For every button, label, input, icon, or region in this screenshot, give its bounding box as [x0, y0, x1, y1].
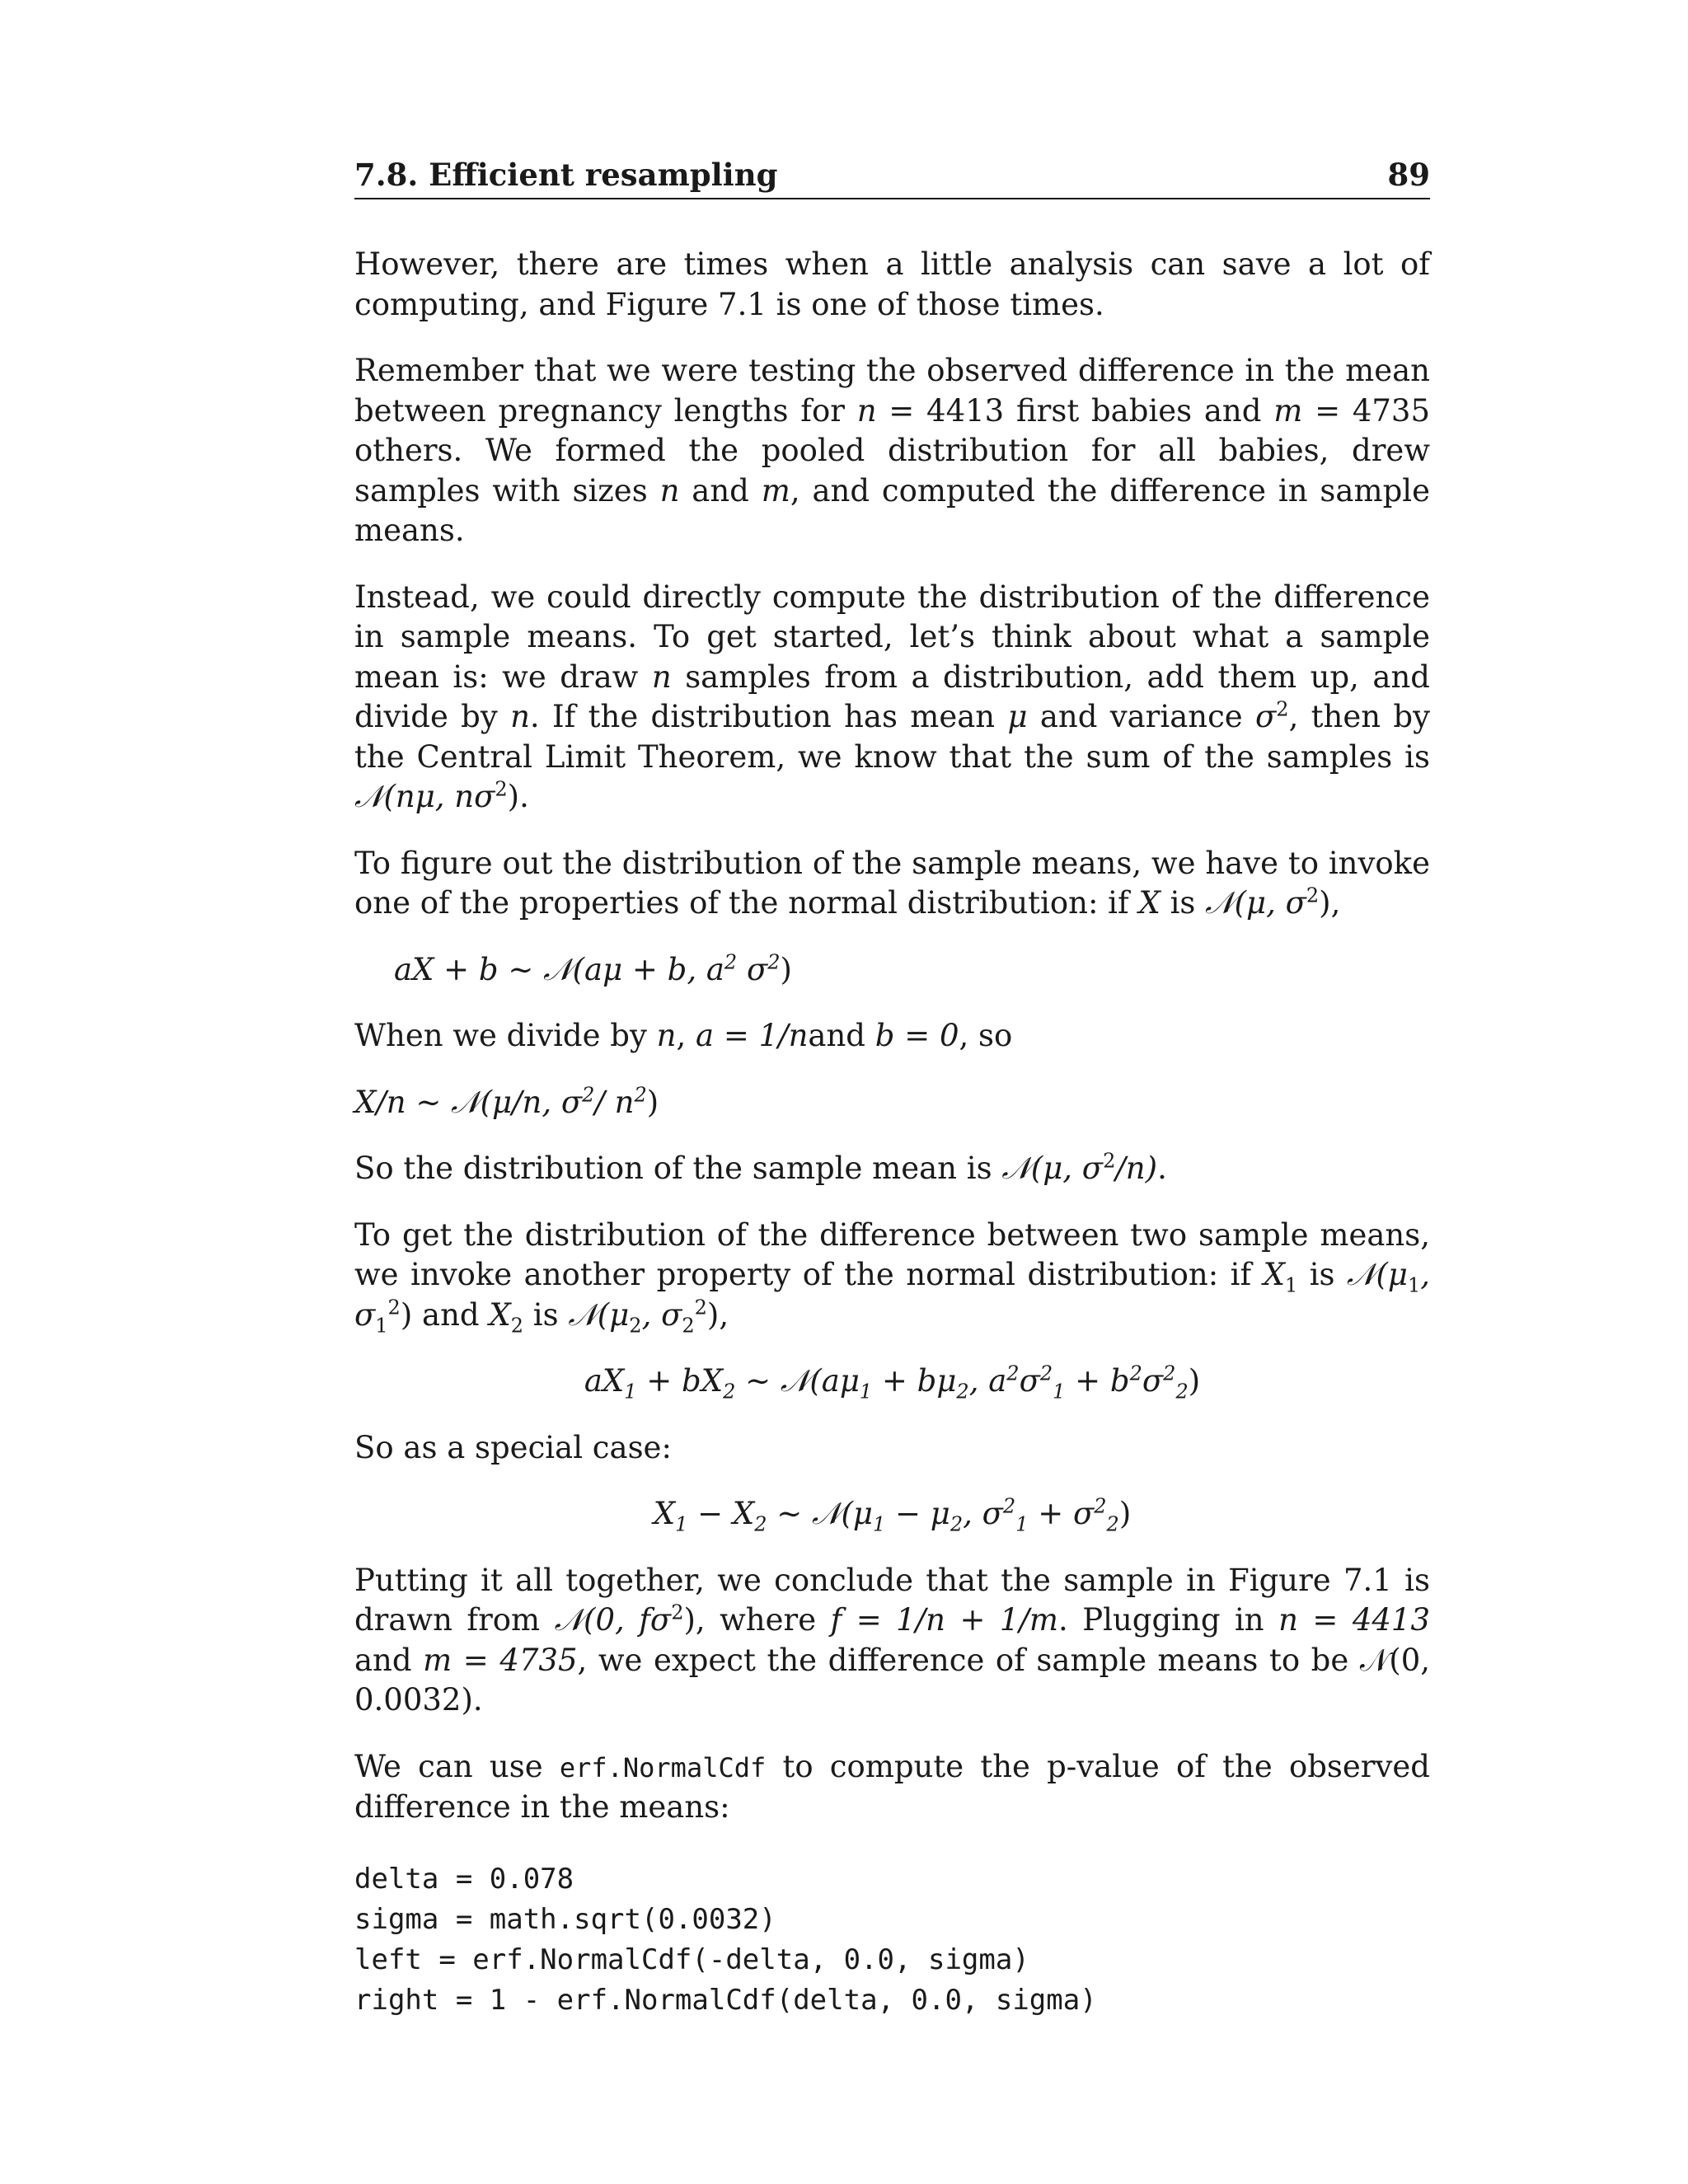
- paragraph-5: When we divide by n, a = 1/nand b = 0, so: [354, 1018, 1013, 1053]
- code-line: left = erf.NormalCdf(-delta, 0.0, sigma): [354, 1943, 1029, 1976]
- equation-divide-by-n: X/n ∼ 𝒩(μ/n, $\sigma^2/$ $n^2$): [354, 1083, 659, 1120]
- paragraph-2: Remember that we were testing the observed difference in the mean between pregnancy lengths for n = 4413 first babies and m = 4735 others. We formed the pooled distribution for all babies, drew samples with sizes n and m, and computed the difference in sample means.: [354, 353, 1430, 548]
- code-line: right = 1 - erf.NormalCdf(delta, 0.0, sigma): [354, 1983, 1097, 2017]
- section-title: 7.8. Efficient resampling: [354, 157, 778, 193]
- equation-difference: $X_1 - X_2$ ∼ $𝒩(\mu_1 - \mu_2$, $\sigma^2_1 + \sigma^2_2$): [653, 1494, 1132, 1536]
- paragraph-7: To get the distribution of the difference between two sample means, we invoke another property of the normal distribution: if $X_1$ is $𝒩(\mu_1$, $\sigma_1^2$) and $X_2$ is $𝒩(\mu_2$, $\sigma_2^2$),: [354, 1216, 1430, 1337]
- page-number: 89: [1387, 157, 1430, 193]
- inline-code-normalcdf: erf.NormalCdf: [559, 1751, 767, 1783]
- paragraph-4: To figure out the distribution of the sample means, we have to invoke one of the properties of the normal distribution: if X is 𝒩(μ, $\sigma^2$),: [354, 845, 1430, 921]
- code-line: sigma = math.sqrt(0.0032): [354, 1902, 776, 1936]
- running-head: [354, 157, 1430, 199]
- paragraph-3: Instead, we could directly compute the distribution of the difference in sample means. To get started, let’s think about what a sample mean is: we draw n samples from a distribution, add them up, and divide by n. If the distribution has mean μ and variance $\sigma^2$, then by the Central Limit Theorem, we know that the sum of the samples is 𝒩(nμ, $n\sigma^2$).: [354, 579, 1430, 814]
- page: [354, 157, 1430, 2021]
- paragraph-9: Putting it all together, we conclude that the sample in Figure 7.1 is drawn from 𝒩(0, $f\sigma^2$), where f = 1/n + 1/m. Plugging in n = 4413 and m = 4735, we expect the difference of sample means to be 𝒩(0, 0.0032).: [354, 1562, 1430, 1718]
- equation-linear-combination: $aX_1 + bX_2$ ∼ $𝒩(a\mu_1 + b\mu_2$, $a^2\sigma^2_1 + b^2\sigma^2_2$): [584, 1361, 1201, 1404]
- equation-linear-transform: aX + b ∼ 𝒩(aμ + b, $a^2$ $\sigma^2$): [394, 950, 792, 987]
- code-block: [354, 1859, 1430, 2021]
- paragraph-1: However, there are times when a little analysis can save a lot of computing, and Figure 7.1 is one of those times.: [354, 246, 1430, 322]
- paragraph-10: We can use erf.NormalCdf to compute the p-value of the observed difference in the means:: [354, 1748, 1430, 1825]
- paragraph-6: So the distribution of the sample mean is 𝒩(μ, $\sigma^2/n$).: [354, 1149, 1167, 1186]
- code-line: delta = 0.078: [354, 1862, 574, 1896]
- paragraph-8: So as a special case:: [354, 1429, 672, 1465]
